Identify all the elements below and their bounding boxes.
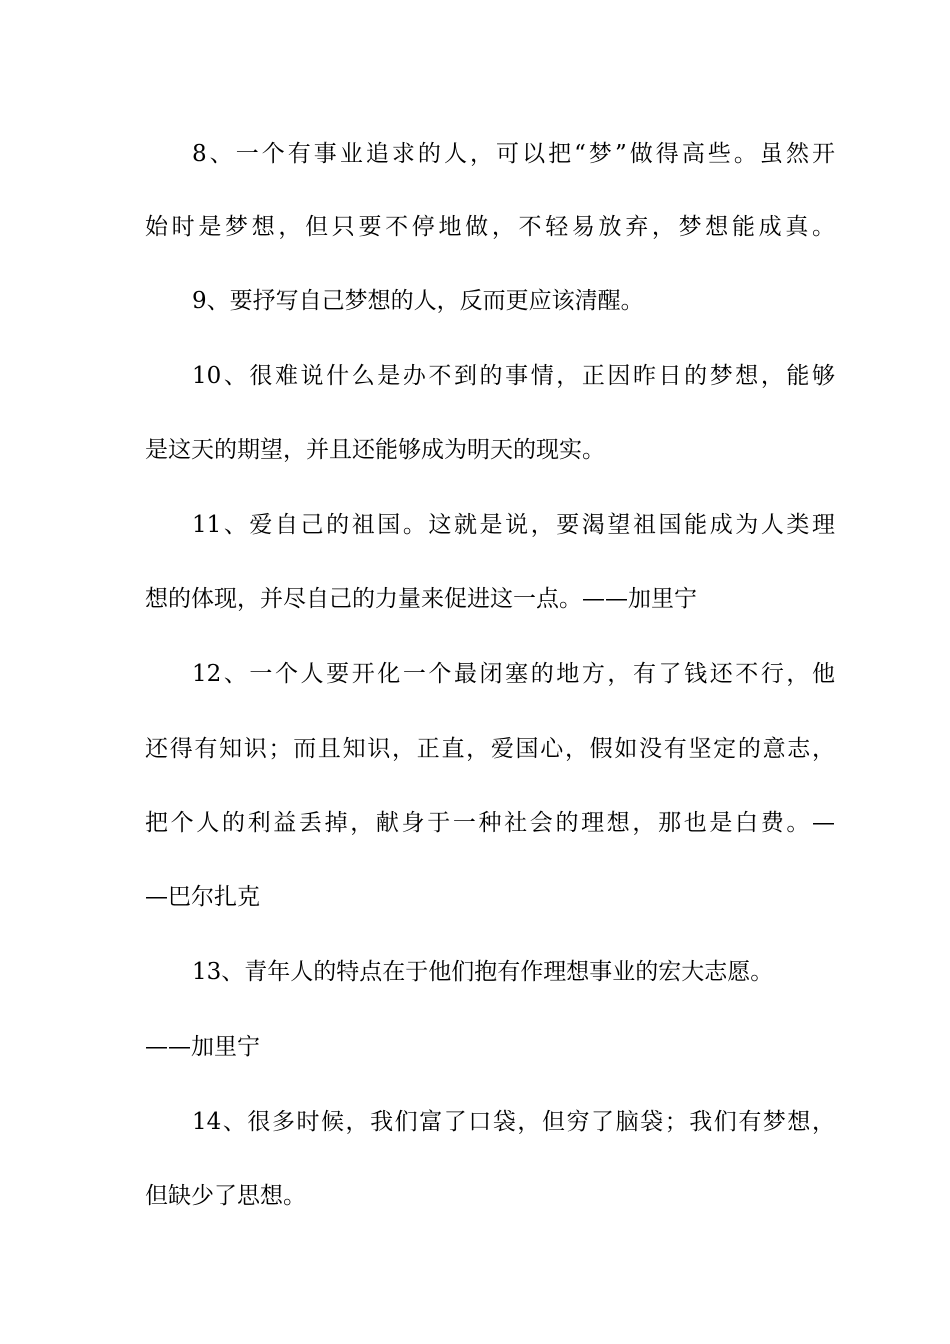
text-line: 是这天的期望，并且还能够成为明天的现实。 [145,437,605,463]
text-line: 始时是梦想，但只要不停地做，不轻易放弃，梦想能成真。 [145,214,835,240]
text-line: 10、很难说什么是办不到的事情，正因昨日的梦想，能够 [192,363,835,389]
text-line: —巴尔扎克 [145,884,260,910]
text-line: 但缺少了思想。 [145,1183,306,1209]
text-line: 9、要抒写自己梦想的人，反而更应该清醒。 [192,288,644,314]
text-line: 还得有知识；而且知识，正直，爱国心，假如没有坚定的意志， [145,736,835,762]
text-line: 把个人的利益丢掉，献身于一种社会的理想，那也是白费。— [145,810,835,836]
text-line: 想的体现，并尽自己的力量来促进这一点。——加里宁 [145,586,697,612]
text-line: 13、青年人的特点在于他们抱有作理想事业的宏大志愿。 [192,959,774,985]
text-line: 14、很多时候，我们富了口袋，但穷了脑袋；我们有梦想， [192,1109,835,1135]
text-line: 8、一个有事业追求的人，可以把“梦”做得高些。虽然开 [192,141,835,167]
text-line: ——加里宁 [145,1034,260,1060]
text-line: 12、一个人要开化一个最闭塞的地方，有了钱还不行，他 [192,661,835,687]
text-line: 11、爱自己的祖国。这就是说，要渴望祖国能成为人类理 [192,512,835,538]
